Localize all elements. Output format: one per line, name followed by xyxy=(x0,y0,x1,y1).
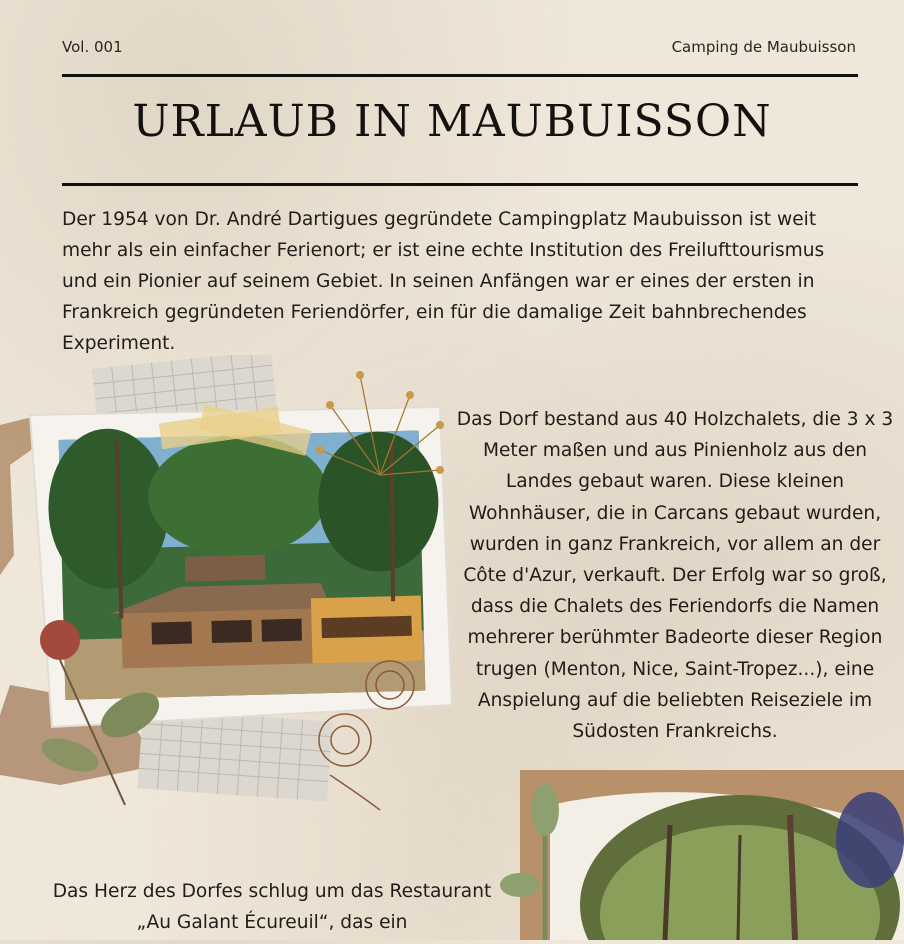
publication-name: Camping de Maubuisson xyxy=(671,38,856,56)
intro-paragraph: Der 1954 von Dr. André Dartigues gegründete Campingplatz Maubuisson ist weit mehr als ein einfacher Ferienort; er ist eine echte Institution des Freilufttourismus und ein Pionier auf seinem Gebiet. In seinen Anfängen war er eines der ersten in Frankreich gegründeten Feriendörfer, ein für die damalige Zeit bahnbrechendes Experiment. xyxy=(62,209,825,354)
page-title: URLAUB IN MAUBUISSON xyxy=(132,96,772,147)
top-divider xyxy=(62,74,858,77)
volume-label: Vol. 001 xyxy=(62,38,123,56)
photo-collage-2 xyxy=(490,765,904,940)
collage-illustration-2 xyxy=(490,765,904,940)
chalets-paragraph: Das Dorf bestand aus 40 Holzchalets, die 3 x 3 Meter maßen und aus Pinienholz aus den Landes gebaut waren. Diese kleinen Wohnhäuser, die in Carcans gebaut wurden, wurden in ganz Frankreich, vor allem an der Côte d'Azur, verkauft. Der Erfolg war so groß, dass die Chalets des Feriendorfs die Namen mehrerer berühmter Badeorte dieser Region trugen (Menton, Nice, Saint-Tropez...), eine Anspielung auf die beliebten Reiseziele im Südosten Frankreichs. xyxy=(456,409,894,743)
collage-illustration xyxy=(0,355,460,815)
title-divider xyxy=(62,183,858,186)
photo-collage xyxy=(0,355,460,815)
restaurant-paragraph: Das Herz des Dorfes schlug um das Restaurant „Au Galant Écureuil“, das ein xyxy=(52,881,492,933)
